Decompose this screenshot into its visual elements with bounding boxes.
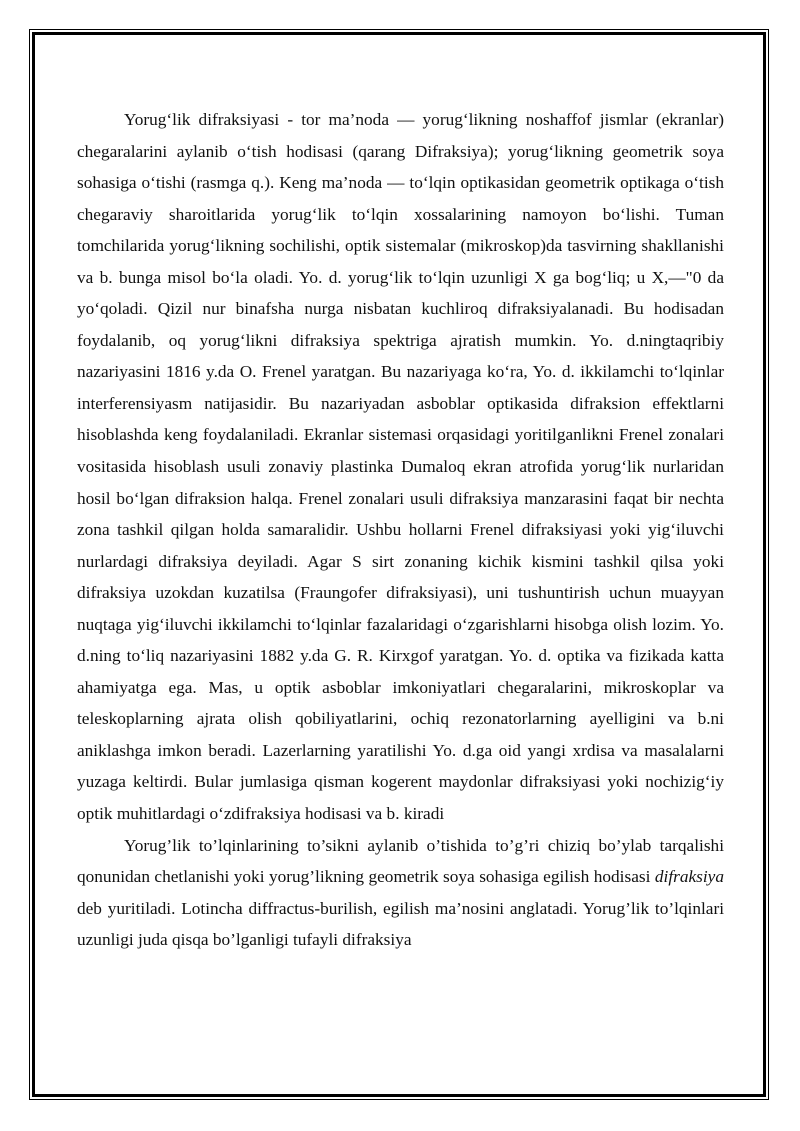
paragraph-2	[77, 830, 724, 956]
paragraph-1: Yorug‘lik difraksiyasi - tor ma’noda — yorug‘likning noshaffof jismlar (ekranlar) chegaralarini aylanib o‘tish hodisasi (qarang Difraksiya); yorug‘likning geometrik soya sohasiga o‘tishi (rasmga q.). Keng ma’noda — to‘lqin optikasidan geometrik optikaga o‘tish chegaraviy sharoitlarida yorug‘lik to‘lqin xossalarining namoyon bo‘lishi. Tuman tomchilarida yorug‘likning sochilishi, optik sistemalar (mikroskop)da tasvirning shakllanishi va b. bunga misol bo‘la oladi. Yo. d. yorug‘lik to‘lqin uzunligi X ga bog‘liq; u X,—"0 da yo‘qoladi. Qizil nur binafsha nurga nisbatan kuchliroq difraksiyalanadi. Bu hodisadan foydalanib, oq yorug‘likni difraksiya spektriga ajratish mumkin. Yo. d.ningtaqribiy nazariyasini 1816 y.da O. Frenel yaratgan. Bu nazariyaga ko‘ra, Yo. d. ikkilamchi to‘lqinlar interferensiyasm natijasidir. Bu nazariyadan asboblar optikasida difraksion effektlarni hisoblashda keng foydalaniladi. Ekranlar sistemasi orqasidagi yoritilganlikni Frenel zonalari vositasida hisoblash usuli zonaviy plastinka Dumaloq ekran atrofida yorug‘lik nurlaridan hosil bo‘lgan difraksion halqa. Frenel zonalari usuli difraksiya manzarasini faqat bir nechta zona tashkil qilgan holda samaralidir. Ushbu hollarni Frenel difraksiyasi yoki yig‘iluvchi nurlardagi difraksiya deyiladi. Agar S sirt zonaning kichik kismini tashkil qilsa yoki difraksiya uzokdan kuzatilsa (Fraungofer difraksiyasi), uni tushuntirish uchun muayyan nuqtaga yig‘iluvchi ikkilamchi to‘lqinlar fazalaridagi o‘zgarishlarni hisobga olish lozim. Yo. d.ning to‘liq nazariyasini 1882 y.da G. R. Kirxgof yaratgan. Yo. d. optika va fizikada katta ahamiyatga ega. Mas, u optik asboblar imkoniyatlari chegaralarini, mikroskoplar va teleskoplarning ajrata olish qobiliyatlarini, ochiq rezonatorlarning ayelligini va b.ni aniklashga imkon beradi. Lazerlarning yaratilishi Yo. d.ga oid yangi xrdisa va masalalarni yuzaga keltirdi. Bular jumlasiga qisman kogerent maydonlar difraksiyasi yoki nochizig‘iy optik muhitlardagi o‘zdifraksiya hodisasi va b. kiradi	[77, 110, 724, 824]
term-difraksiya: difraksiya	[654, 867, 724, 887]
paragraph-2-text-end: deb yuritiladi. Lotincha diffractus-burilish, egilish ma’nosini anglatadi. Yorug’lik to’lqinlari uzunligi juda qisqa bo’lganligi tufayli difraksiya	[77, 898, 724, 950]
paragraph-2-text-start: Yorug’lik to’lqinlarining to’sikni aylanib o’tishida to’g’ri chiziq bo’ylab tarqalishi qonunidan chetlanishi yoki yorug’likning geometrik soya sohasiga egilish hodisasi	[77, 835, 724, 887]
document-body	[77, 104, 724, 956]
